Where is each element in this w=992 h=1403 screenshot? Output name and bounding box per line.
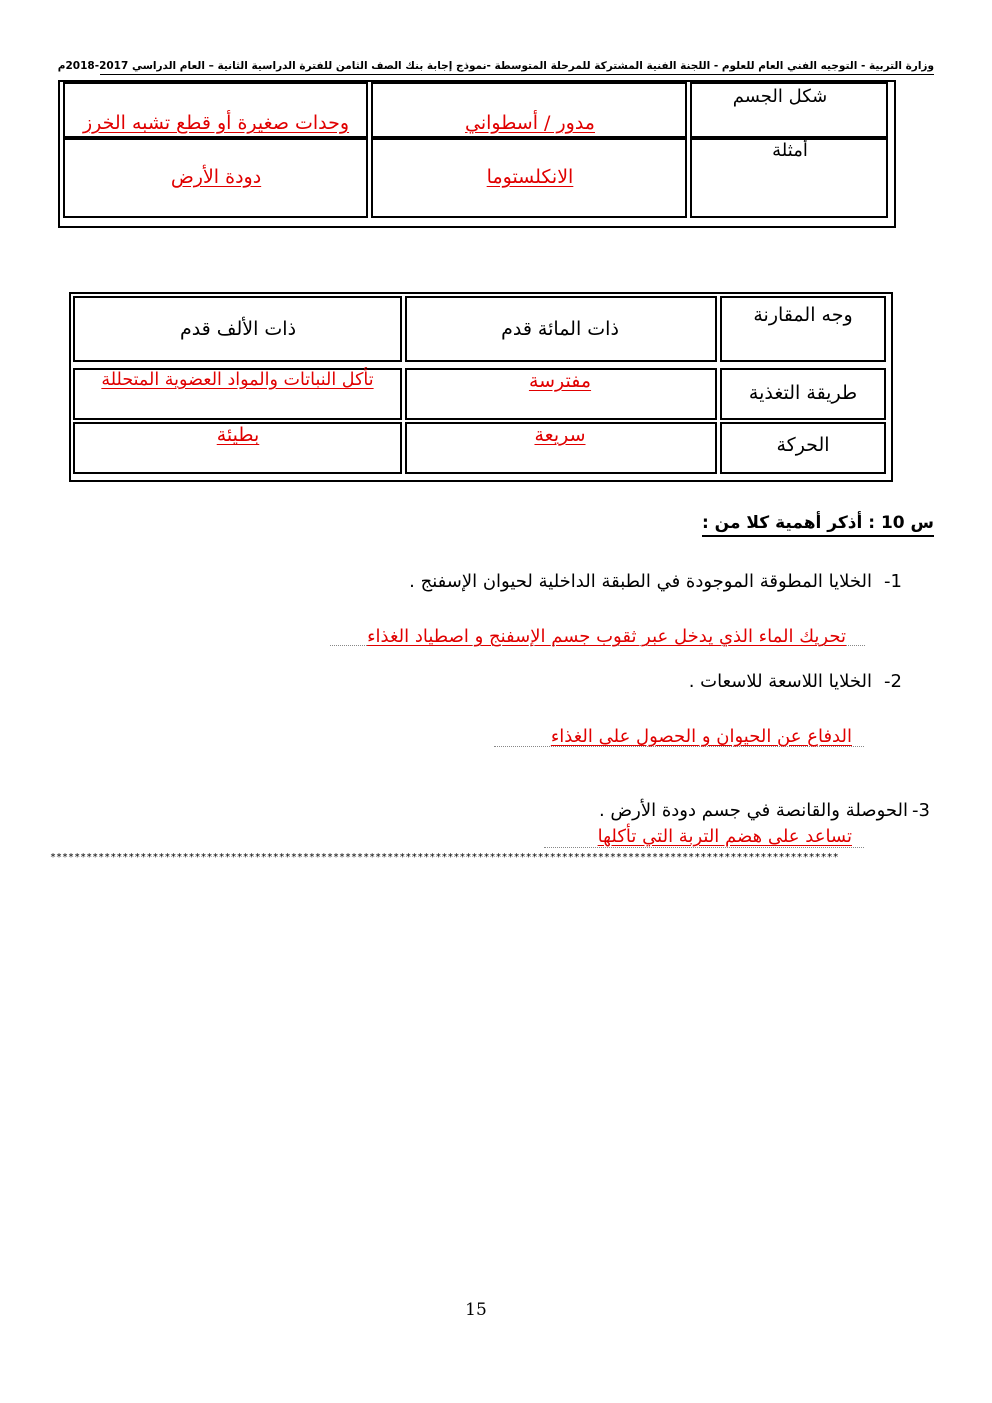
table-2-cell-value: مفترسة: [528, 370, 592, 392]
table-1-cell-value: وحدات صغيرة أو قطع تشبه الخرز: [82, 112, 350, 134]
table-1-cell-value: مدور / أسطواني: [465, 112, 595, 134]
question-item-text: الحوصلة والقانصة في جسم دودة الأرض .: [598, 800, 908, 821]
table-2-cell-value: تأكل النباتات والمواد العضوية المتحللة: [101, 370, 374, 390]
page-number: 15: [465, 1300, 487, 1320]
answer-text: الدفاع عن الحيوان و الحصول على الغذاء: [550, 726, 852, 747]
table-1-cell-value: الانكلستوما: [486, 166, 574, 188]
question-item-text: الخلايا اللاسعة للاسعات .: [688, 671, 872, 692]
separator-line: ***********************************************************************************************************************************: [50, 852, 839, 863]
answer-dotted-line: [544, 847, 864, 848]
question-item-text: الخلايا المطوقة الموجودة في الطبقة الداخلية لحيوان الإسفنج .: [409, 571, 872, 592]
answer-text: تساعد على هضم التربة التي تأكلها: [597, 826, 852, 847]
table-2-cell-value: بطيئة: [216, 424, 260, 446]
question-item-number: 1-: [884, 571, 902, 592]
table-2-header-col3: ذات الألف قدم: [179, 318, 297, 340]
table-2-row-label: طريقة التغذية: [748, 382, 858, 404]
question-title: س 10 : أذكر أهمية كلا من :: [702, 513, 934, 537]
table-2-row-label: الحركة: [776, 434, 830, 456]
table-2-header-col2: ذات المائة قدم: [501, 318, 619, 340]
question-item-number: 2-: [884, 671, 902, 692]
header-divider: [100, 74, 934, 75]
table-1-cell-value: دودة الأرض: [170, 166, 262, 188]
question-item-number: 3-: [912, 800, 930, 821]
table-2-header-label: وجه المقارنة: [753, 304, 853, 326]
table-1-row-label: أمثلة: [772, 140, 808, 161]
answer-text: تحريك الماء الذي يدخل عبر ثقوب جسم الإسفنج و اصطياد الغذاء: [367, 626, 846, 647]
table-1-row-label: شكل الجسم: [732, 86, 828, 107]
page-header: وزارة التربية - التوجيه الفني العام للعلوم - اللجنة الفنية المشتركة للمرحلة المتوسطة -نموذج إجابة بنك الصف الثامن للفترة الدراسية الثانية – العام الدراسي 2017-2018م: [57, 60, 934, 72]
table-2-cell-value: سريعة: [534, 424, 586, 446]
